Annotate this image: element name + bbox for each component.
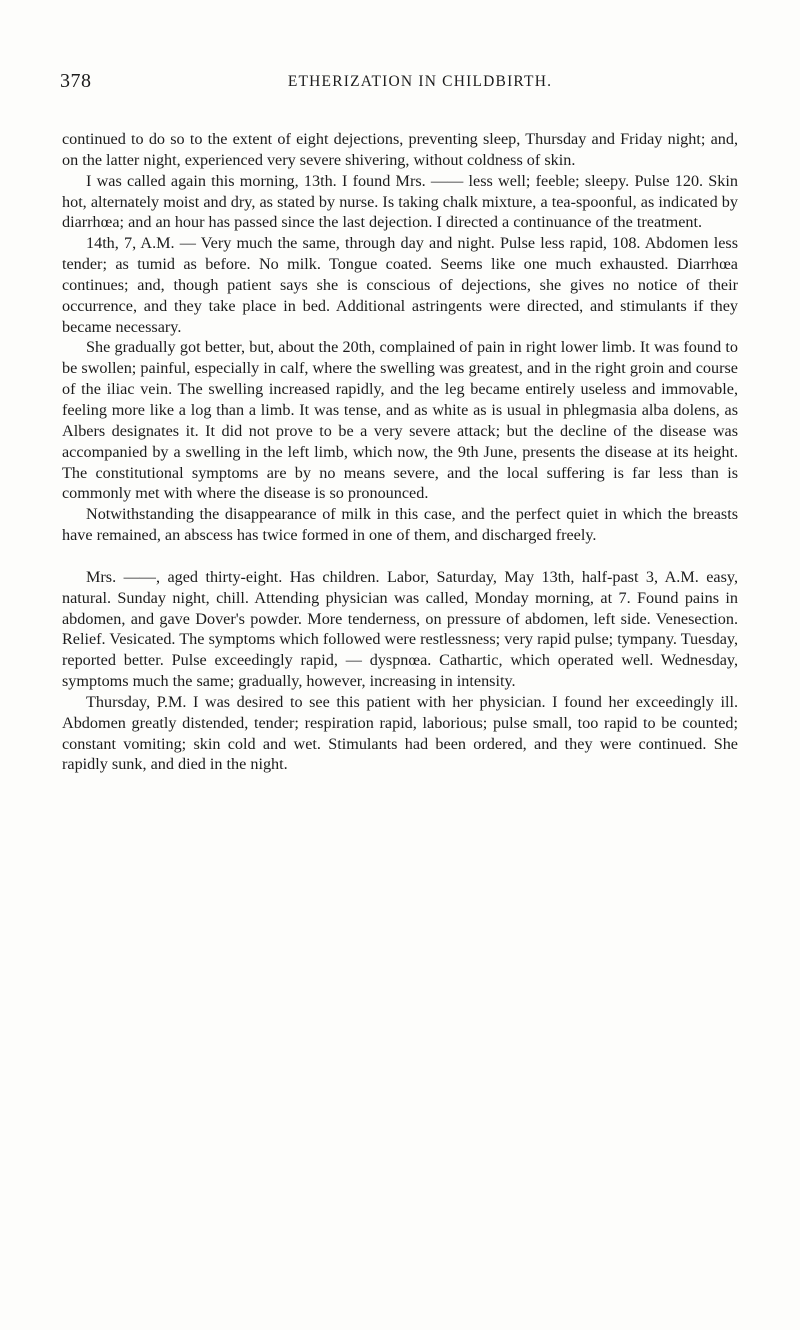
paragraph: 14th, 7, A.M. — Very much the same, through day and night. Pulse less rapid, 108. Abdomen less tender; as tumid as before. No milk. Tongue coated. Seems like one much exhausted. Diarrhœa continues; and, though patient says she is conscious of dejections, she gives no notice of their occurrence, and they take place in bed. Additional astringents were directed, and stimulants if they became necessary. xyxy=(62,234,738,336)
paragraph: Notwithstanding the disappearance of milk in this case, and the perfect quiet in which the breasts have remained, an abscess has twice formed in one of them, and discharged freely. xyxy=(62,505,738,545)
running-title: ETHERIZATION IN CHILDBIRTH. xyxy=(287,73,553,90)
page-number: 378 xyxy=(60,70,92,92)
paragraph: She gradually got better, but, about the 20th, complained of pain in right lower limb. It was found to be swollen; painful, especially in calf, where the swelling was greatest, and in the right groin and course of the iliac vein. The swelling increased rapidly, and the leg became entirely useless and immovable, feeling more like a log than a limb. It was tense, and as white as is usual in phlegmasia alba dolens, as Albers designates it. It did not prove to be a very severe attack; but the decline of the disease was accompanied by a swelling in the left limb, which now, the 9th June, presents the disease at its height. The constitutional symptoms are by no means severe, and the local suffering is far less than is commonly met with where the disease is so pronounced. xyxy=(62,338,738,503)
paragraph: continued to do so to the extent of eight dejections, preventing sleep, Thursday and Friday night; and, on the latter night, experienced very severe shivering, without coldness of skin. xyxy=(62,130,738,169)
body-text xyxy=(62,129,738,775)
paragraph: Mrs. ——, aged thirty-eight. Has children. Labor, Saturday, May 13th, half-past 3, A.M. easy, natural. Sunday night, chill. Attending physician was called, Monday morning, at 7. Found pains in abdomen, and gave Dover's powder. More tenderness, on pressure of abdomen, left side. Venesection. Relief. Vesicated. The symptoms which followed were restlessness; very rapid pulse; tympany. Tuesday, reported better. Pulse exceedingly rapid, — dyspnœa. Cathartic, which operated well. Wednesday, symptoms much the same; gradually, however, increasing in intensity. xyxy=(62,567,738,691)
paragraph: I was called again this morning, 13th. I found Mrs. —— less well; feeble; sleepy. Pulse 120. Skin hot, alternately moist and dry, as stated by nurse. Is taking chalk mixture, a tea-spoonful, as indicated by diarrhœa; and an hour has passed since the last dejection. I directed a continuance of the treatment. xyxy=(62,171,738,232)
page-header xyxy=(60,70,740,100)
paragraph: Thursday, P.M. I was desired to see this patient with her physician. I found her exceedingly ill. Abdomen greatly distended, tender; respiration rapid, laborious; pulse small, too rapid to be counted; constant vomiting; skin cold and wet. Stimulants had been ordered, and they were continued. She rapidly sunk, and died in the night. xyxy=(62,692,738,774)
